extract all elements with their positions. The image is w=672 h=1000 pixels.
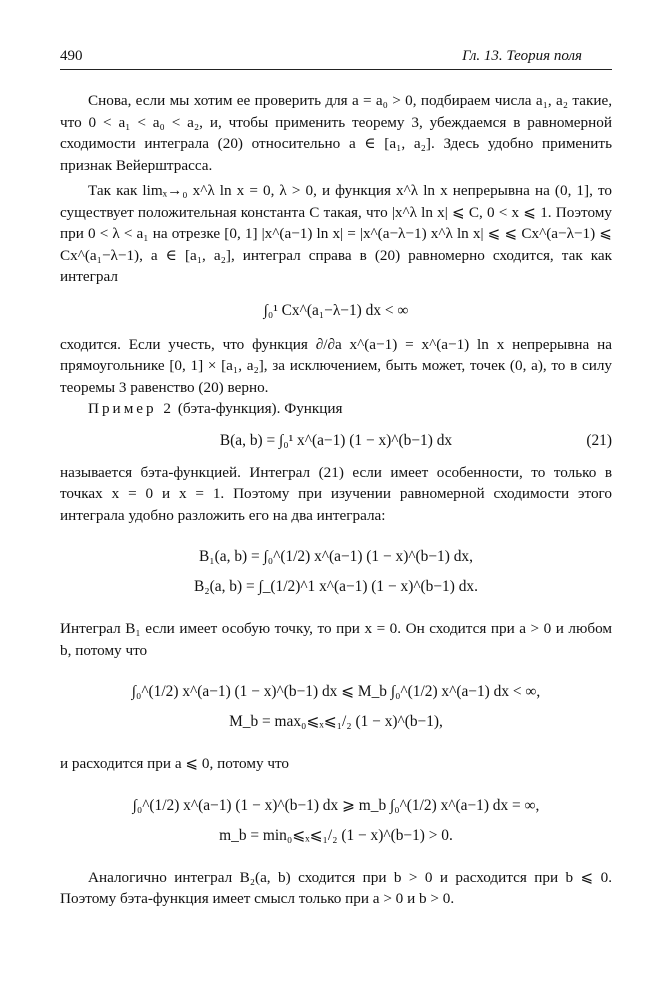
- paragraph-5: называется бэта-функцией. Интеграл (21) если имеет особенности, то только в точках x = 0 и x = 1. Поэтому при изучении равномерной сходимости этого интеграла удобно разложить его на два интеграла:: [60, 463, 612, 524]
- equation-divergence: [60, 791, 612, 851]
- example-label: Пример 2: [88, 400, 175, 417]
- paragraph-1: Снова, если мы хотим ее проверить для a = a₀ > 0, подбираем числа a₁, a₂ такие, что 0 < a₁ < a₀ < a₂, и, чтобы применить теорему 3, убеждаемся в равномерной сходимости интеграла (20) относительно a ∈ [a₁, a₂]. Здесь удобно применить признак Вейерштрасса.: [60, 92, 612, 174]
- example-text: (бэта-функция). Функция: [177, 400, 343, 417]
- paragraph-4: [60, 398, 612, 420]
- equation-mb-max: M_b = max₀⩽ₓ⩽₁/₂ (1 − x)^(b−1),: [229, 713, 443, 730]
- paragraph-7: и расходится при a ⩽ 0, потому что: [60, 755, 289, 772]
- equation-mb-min: m_b = min₀⩽ₓ⩽₁/₂ (1 − x)^(b−1) > 0.: [219, 826, 453, 844]
- equation-number: (21): [586, 431, 612, 449]
- equation-split: [60, 542, 612, 602]
- page-number: 490: [60, 48, 83, 64]
- paragraph-8: Аналогично интеграл B₂(a, b) сходится при b > 0 и расходится при b ⩽ 0. Поэтому бэта-функция имеет смысл только при a > 0 и b > 0.: [60, 868, 612, 907]
- equation-b2: B₂(a, b) = ∫_(1/2)^1 x^(a−1) (1 − x)^(b−1) dx.: [194, 578, 478, 595]
- paragraph-6: Интеграл B₁ если имеет особую точку, то при x = 0. Он сходится при a > 0 и любом b, потому что: [60, 620, 612, 659]
- equation-convergence: [60, 677, 612, 737]
- equation-b1: B₁(a, b) = ∫₀^(1/2) x^(a−1) (1 − x)^(b−1) dx,: [199, 548, 473, 565]
- equation-beta-function: B(a, b) = ∫₀¹ x^(a−1) (1 − x)^(b−1) dx: [219, 431, 453, 449]
- equation-21: [60, 432, 612, 450]
- chapter-title: Гл. 13. Теория поля: [462, 48, 582, 64]
- equation-integral-bound: ∫₀¹ Cx^(a₁−λ−1) dx < ∞: [263, 301, 409, 319]
- equation-upper-bound: ∫₀^(1/2) x^(a−1) (1 − x)^(b−1) dx ⩽ M_b ∫₀^(1/2) x^(a−1) dx < ∞,: [131, 683, 541, 700]
- page-header: [60, 48, 612, 70]
- paragraph-2: Так как limₓ→₀ x^λ ln x = 0, λ > 0, и функция x^λ ln x непрерывна на (0, 1], то существует положительная константа C такая, что |x^λ ln x| ⩽ C, 0 < x ⩽ 1. Поэтому при 0 < λ < a₁ на отрезке [0, 1] |x^(a−1) ln x| = |x^(a−λ−1) x^λ ln x| ⩽ ⩽ Cx^(a−λ−1) ⩽ Cx^(a₁−λ−1), a ∈ [a₁, a₂], интеграл справа в (20) равномерно сходится, так как интеграл: [60, 182, 612, 285]
- paragraph-3: сходится. Если учесть, что функция ∂/∂a x^(a−1) = x^(a−1) ln x непрерывна на прямоугольнике [0, 1] × [a₁, a₂], за исключением, быть может, точек (0, a), то в силу теоремы 3 равенство (20) верно.: [60, 335, 612, 396]
- equation-lower-bound: ∫₀^(1/2) x^(a−1) (1 − x)^(b−1) dx ⩾ m_b ∫₀^(1/2) x^(a−1) dx = ∞,: [132, 796, 540, 814]
- book-page: [60, 48, 612, 910]
